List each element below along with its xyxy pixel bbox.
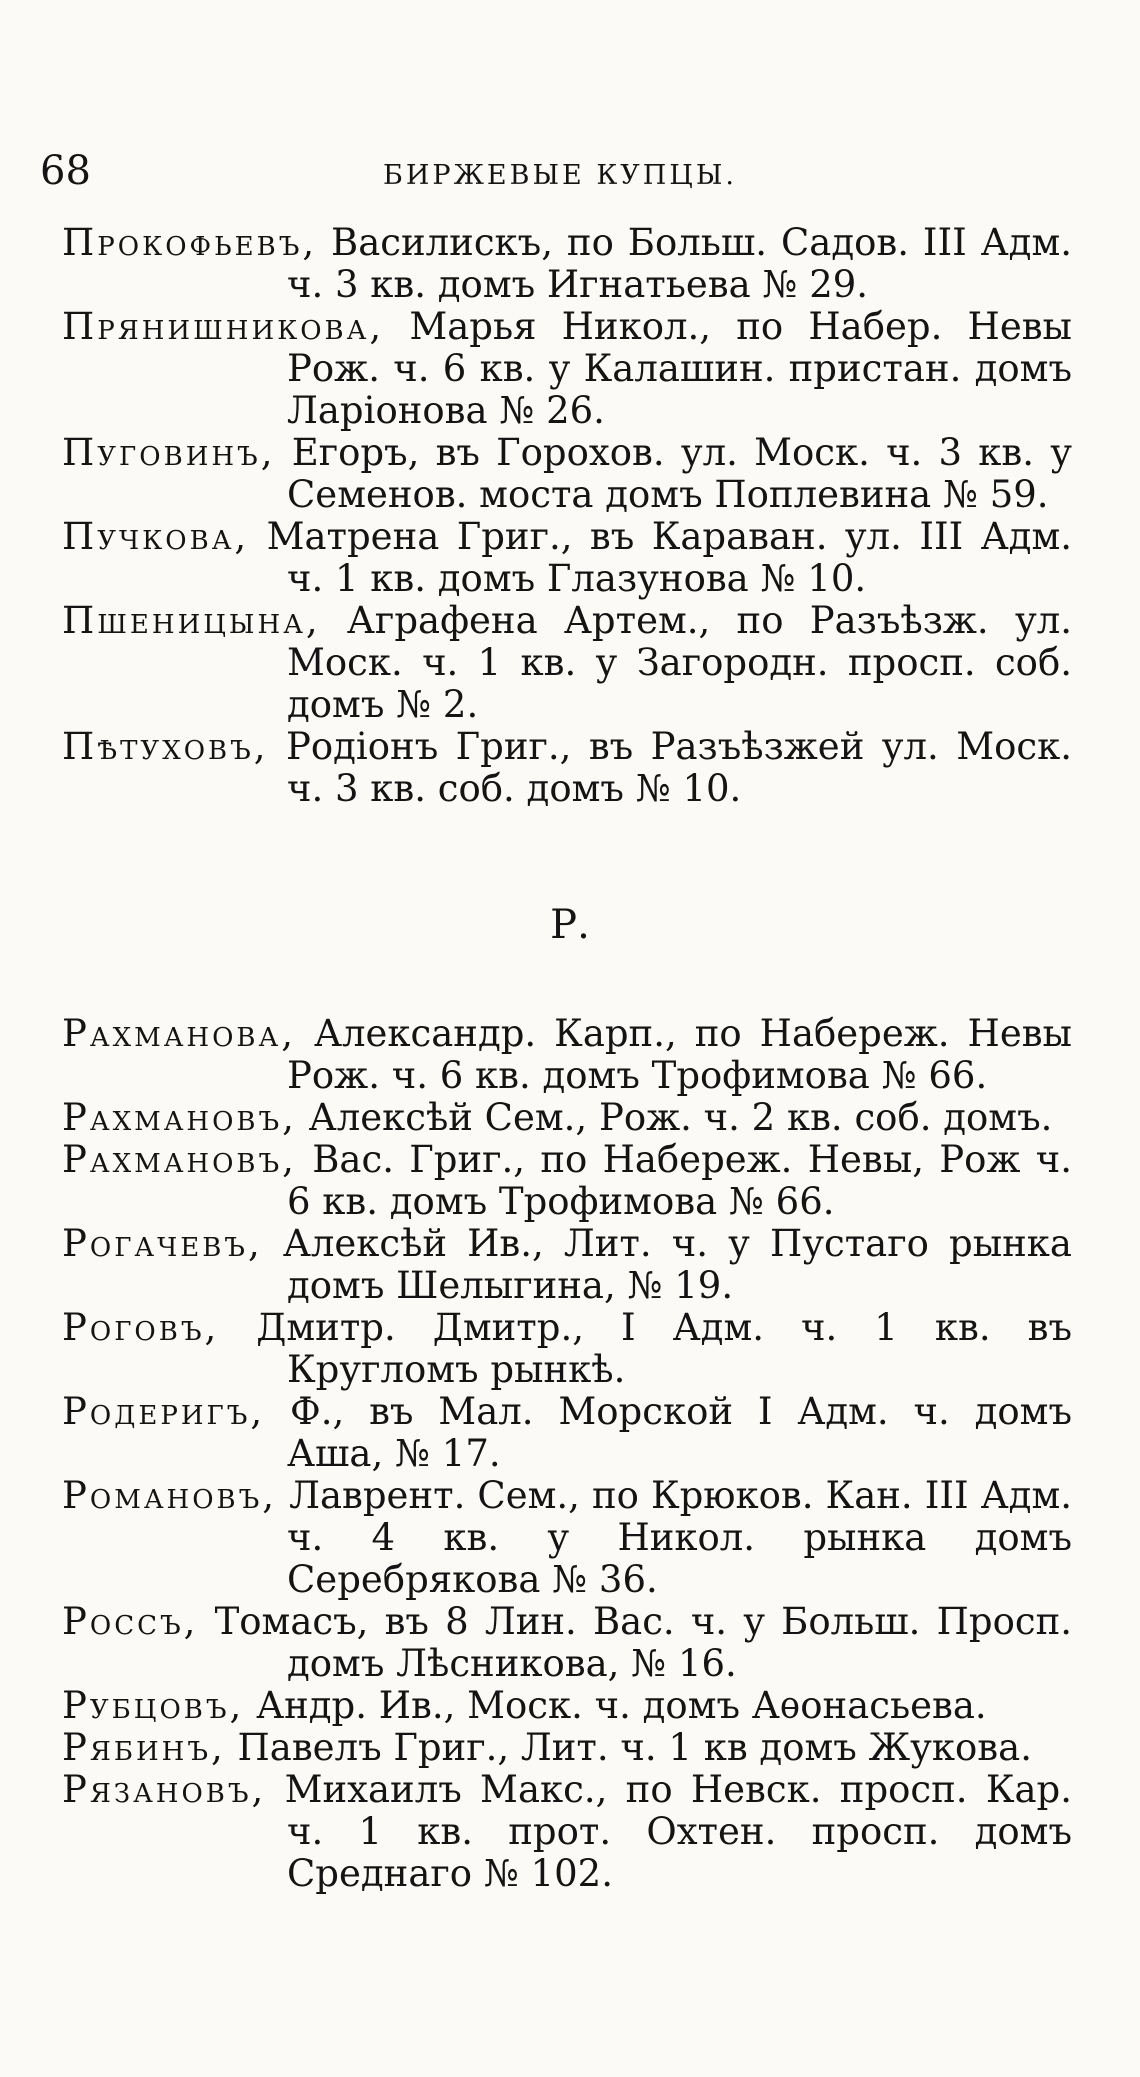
entry-surname: Пѣтуховъ,: [62, 725, 269, 768]
entry-rakhmanov-vas: [62, 1139, 1072, 1223]
entry-surname: Пучкова,: [62, 515, 250, 558]
entry-prokofiev: [62, 222, 1072, 306]
entry-text: Родіонъ Григ., въ Разъѣзжей ул. Моск. ч. 3 кв. соб. домъ № 10.: [268, 725, 1072, 810]
section-letter-heading: Р.: [550, 902, 590, 948]
entry-surname: Пуговинъ,: [62, 431, 276, 474]
entry-surname: Роговъ,: [62, 1306, 220, 1349]
entry-puchkova: [62, 516, 1072, 600]
entry-surname: Рубцовъ,: [62, 1684, 245, 1727]
entry-surname: Романовъ,: [62, 1474, 278, 1517]
entry-pshenitsyna: [62, 600, 1072, 726]
section-r-entries: [62, 1013, 1072, 1895]
entry-text: Томасъ, въ 8 Лин. Вас. ч. у Больш. Просп. домъ Лѣсникова, № 16.: [198, 1600, 1072, 1685]
entry-ryazanov: [62, 1769, 1072, 1895]
entry-surname: Прокофьевъ,: [62, 221, 318, 264]
entry-text: Дмитр. Дмитр., I Адм. ч. 1 кв. въ Кругломъ рынкѣ.: [219, 1306, 1072, 1391]
entry-text: Матрена Григ., въ Караван. ул. III Адм. ч. 1 кв. домъ Глазунова № 10.: [249, 515, 1072, 600]
entry-surname: Рахманова,: [62, 1012, 296, 1055]
entry-text: Александр. Карп., по Набереж. Невы Рож. ч. 6 кв. домъ Трофимова № 66.: [287, 1012, 1072, 1097]
entry-text: Павелъ Григ., Лит. ч. 1 кв домъ Жукова.: [225, 1726, 1032, 1769]
entry-rogov: [62, 1307, 1072, 1391]
entry-text: Вас. Григ., по Набереж. Невы, Рож ч. 6 кв. домъ Трофимова № 66.: [287, 1138, 1072, 1223]
entry-surname: Пшеницына,: [62, 599, 321, 642]
entry-rakhmanov-aleksei: [62, 1097, 1072, 1139]
entry-pugovin: [62, 432, 1072, 516]
entry-text: Андр. Ив., Моск. ч. домъ Аѳонасьева.: [244, 1684, 987, 1727]
entry-surname: Рогачевъ,: [62, 1222, 263, 1265]
entry-ryabin: [62, 1727, 1072, 1769]
entry-surname: Рябинъ,: [62, 1726, 226, 1769]
entry-surname: Прянишникова,: [62, 305, 385, 348]
entry-pryanishnikova: [62, 306, 1072, 432]
entry-roderig: [62, 1391, 1072, 1475]
page-number: 68: [40, 148, 91, 194]
entry-surname: Россъ,: [62, 1600, 199, 1643]
page-header: [40, 148, 1080, 208]
entry-text: Лаврент. Сем., по Крюков. Кан. III Адм. ч. 4 кв. у Никол. рынка домъ Серебрякова № 36.: [277, 1474, 1072, 1601]
entry-text: Михаилъ Макс., по Невск. просп. Кар. ч. 1 кв. прот. Охтен. просп. домъ Среднаго № 102.: [266, 1768, 1072, 1895]
entry-rubtsov: [62, 1685, 1072, 1727]
entry-text: Ф., въ Мал. Морской I Адм. ч. домъ Аша, № 17.: [265, 1390, 1072, 1475]
entry-rogachev: [62, 1223, 1072, 1307]
entry-ross: [62, 1601, 1072, 1685]
entry-text: Алексѣй Сем., Рож. ч. 2 кв. соб. домъ.: [296, 1096, 1053, 1139]
entry-surname: Рахмановъ,: [62, 1096, 297, 1139]
entry-romanov: [62, 1475, 1072, 1601]
entry-text: Василискъ, по Больш. Садов. III Адм. ч. 3 кв. домъ Игнатьева № 29.: [287, 221, 1072, 306]
entry-surname: Рахмановъ,: [62, 1138, 297, 1181]
entry-text: Алексѣй Ив., Лит. ч. у Пустаго рынка домъ Шелыгина, № 19.: [262, 1222, 1072, 1307]
entry-surname: Рязановъ,: [62, 1768, 267, 1811]
section-p-entries: [62, 222, 1072, 810]
entry-petukhov: [62, 726, 1072, 810]
entry-rakhmanova: [62, 1013, 1072, 1097]
entry-text: Марья Никол., по Набер. Невы Рож. ч. 6 кв. у Калашин. пристан. домъ Ларіонова № 26.: [287, 305, 1072, 432]
entry-surname: Родеригъ,: [62, 1390, 266, 1433]
entry-text: Аграфена Артем., по Разъѣзж. ул. Моск. ч. 1 кв. у Загородн. просп. соб. домъ № 2.: [287, 599, 1072, 726]
running-title: БИРЖЕВЫЕ КУПЦЫ.: [383, 160, 737, 191]
entry-text: Егоръ, въ Горохов. ул. Моск. ч. 3 кв. у Семенов. моста домъ Поплевина № 59.: [275, 431, 1072, 516]
